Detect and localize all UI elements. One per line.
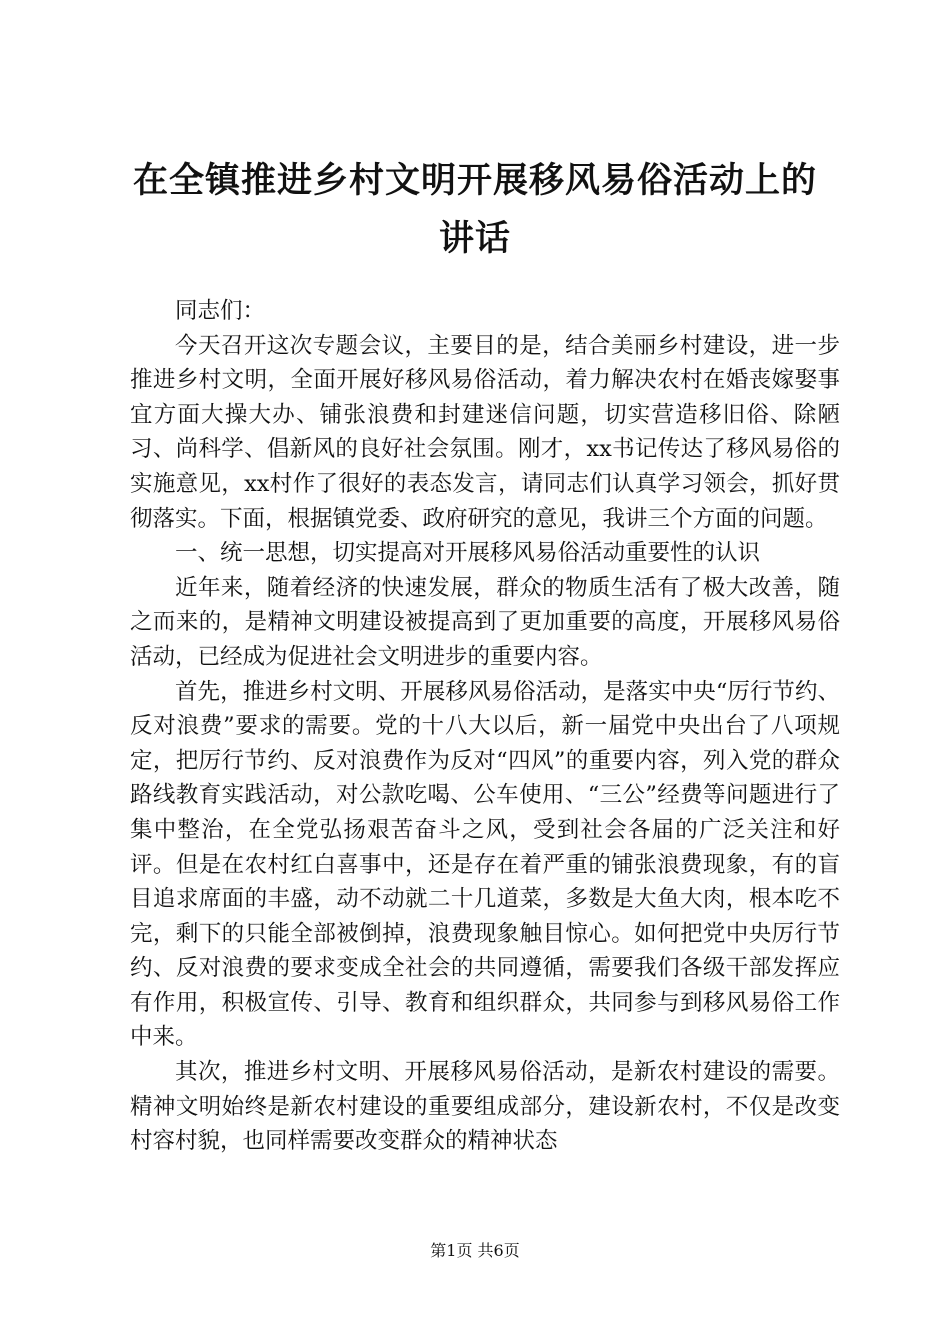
document-title: 在全镇推进乡村文明开展移风易俗活动上的讲话 — [132, 160, 817, 259]
salutation: 同志们： — [175, 298, 266, 324]
paragraph: 首先，推进乡村文明、开展移风易俗活动，是落实中央“厉行节约、反对浪费”要求的需要。党的十八大以后，新一届党中央出台了八项规定，把厉行节约、反对浪费作为反对“四风”的重要内容，列入党的群众路线教育实践活动，对公款吃喝、公车使用、“三公”经费等问题进行了集中整治，在全党弘扬艰苦奋斗之风，受到社会各届的广泛关注和好评。但是在农村红白喜事中，还是存在着严重的铺张浪费现象，有的盲目追求席面的丰盛，动不动就二十几道菜，多数是大鱼大肉，根本吃不完，剩下的只能全部被倒掉，浪费现象触目惊心。如何把党中央厉行节约、反对浪费的要求变成全社会的共同遵循，需要我们各级干部发挥应有作用，积极宣传、引导、教育和组织群众，共同参与到移风易俗工作中来。 — [130, 678, 840, 1051]
paragraph: 近年来，随着经济的快速发展，群众的物质生活有了极大改善，随之而来的，是精神文明建设被提高到了更加重要的高度，开展移风易俗活动，已经成为促进社会文明进步的重要内容。 — [130, 574, 840, 670]
paragraph: 其次，推进乡村文明、开展移风易俗活动，是新农村建设的需要。精神文明始终是新农村建设的重要组成部分，建设新农村，不仅是改变村容村貌，也同样需要改变群众的精神状态 — [130, 1059, 840, 1155]
page-number: 第1页 共6页 — [430, 1241, 520, 1260]
paragraph-intro: 今天召开这次专题会议，主要目的是，结合美丽乡村建设，进一步推进乡村文明，全面开展好移风易俗活动，着力解决农村在婚丧嫁娶事宜方面大操大办、铺张浪费和封建迷信问题，切实营造移旧俗、除陋习、尚科学、倡新风的良好社会氛围。刚才，xx书记传达了移风易俗的实施意见，xx村作了很好的表态发言，请同志们认真学习领会，抓好贯彻落实。下面，根据镇党委、政府研究的意见，我讲三个方面的问题。 — [130, 332, 840, 532]
document-body — [130, 294, 840, 1159]
section-heading-1: 一、统一思想，切实提高对开展移风易俗活动重要性的认识 — [175, 540, 761, 567]
